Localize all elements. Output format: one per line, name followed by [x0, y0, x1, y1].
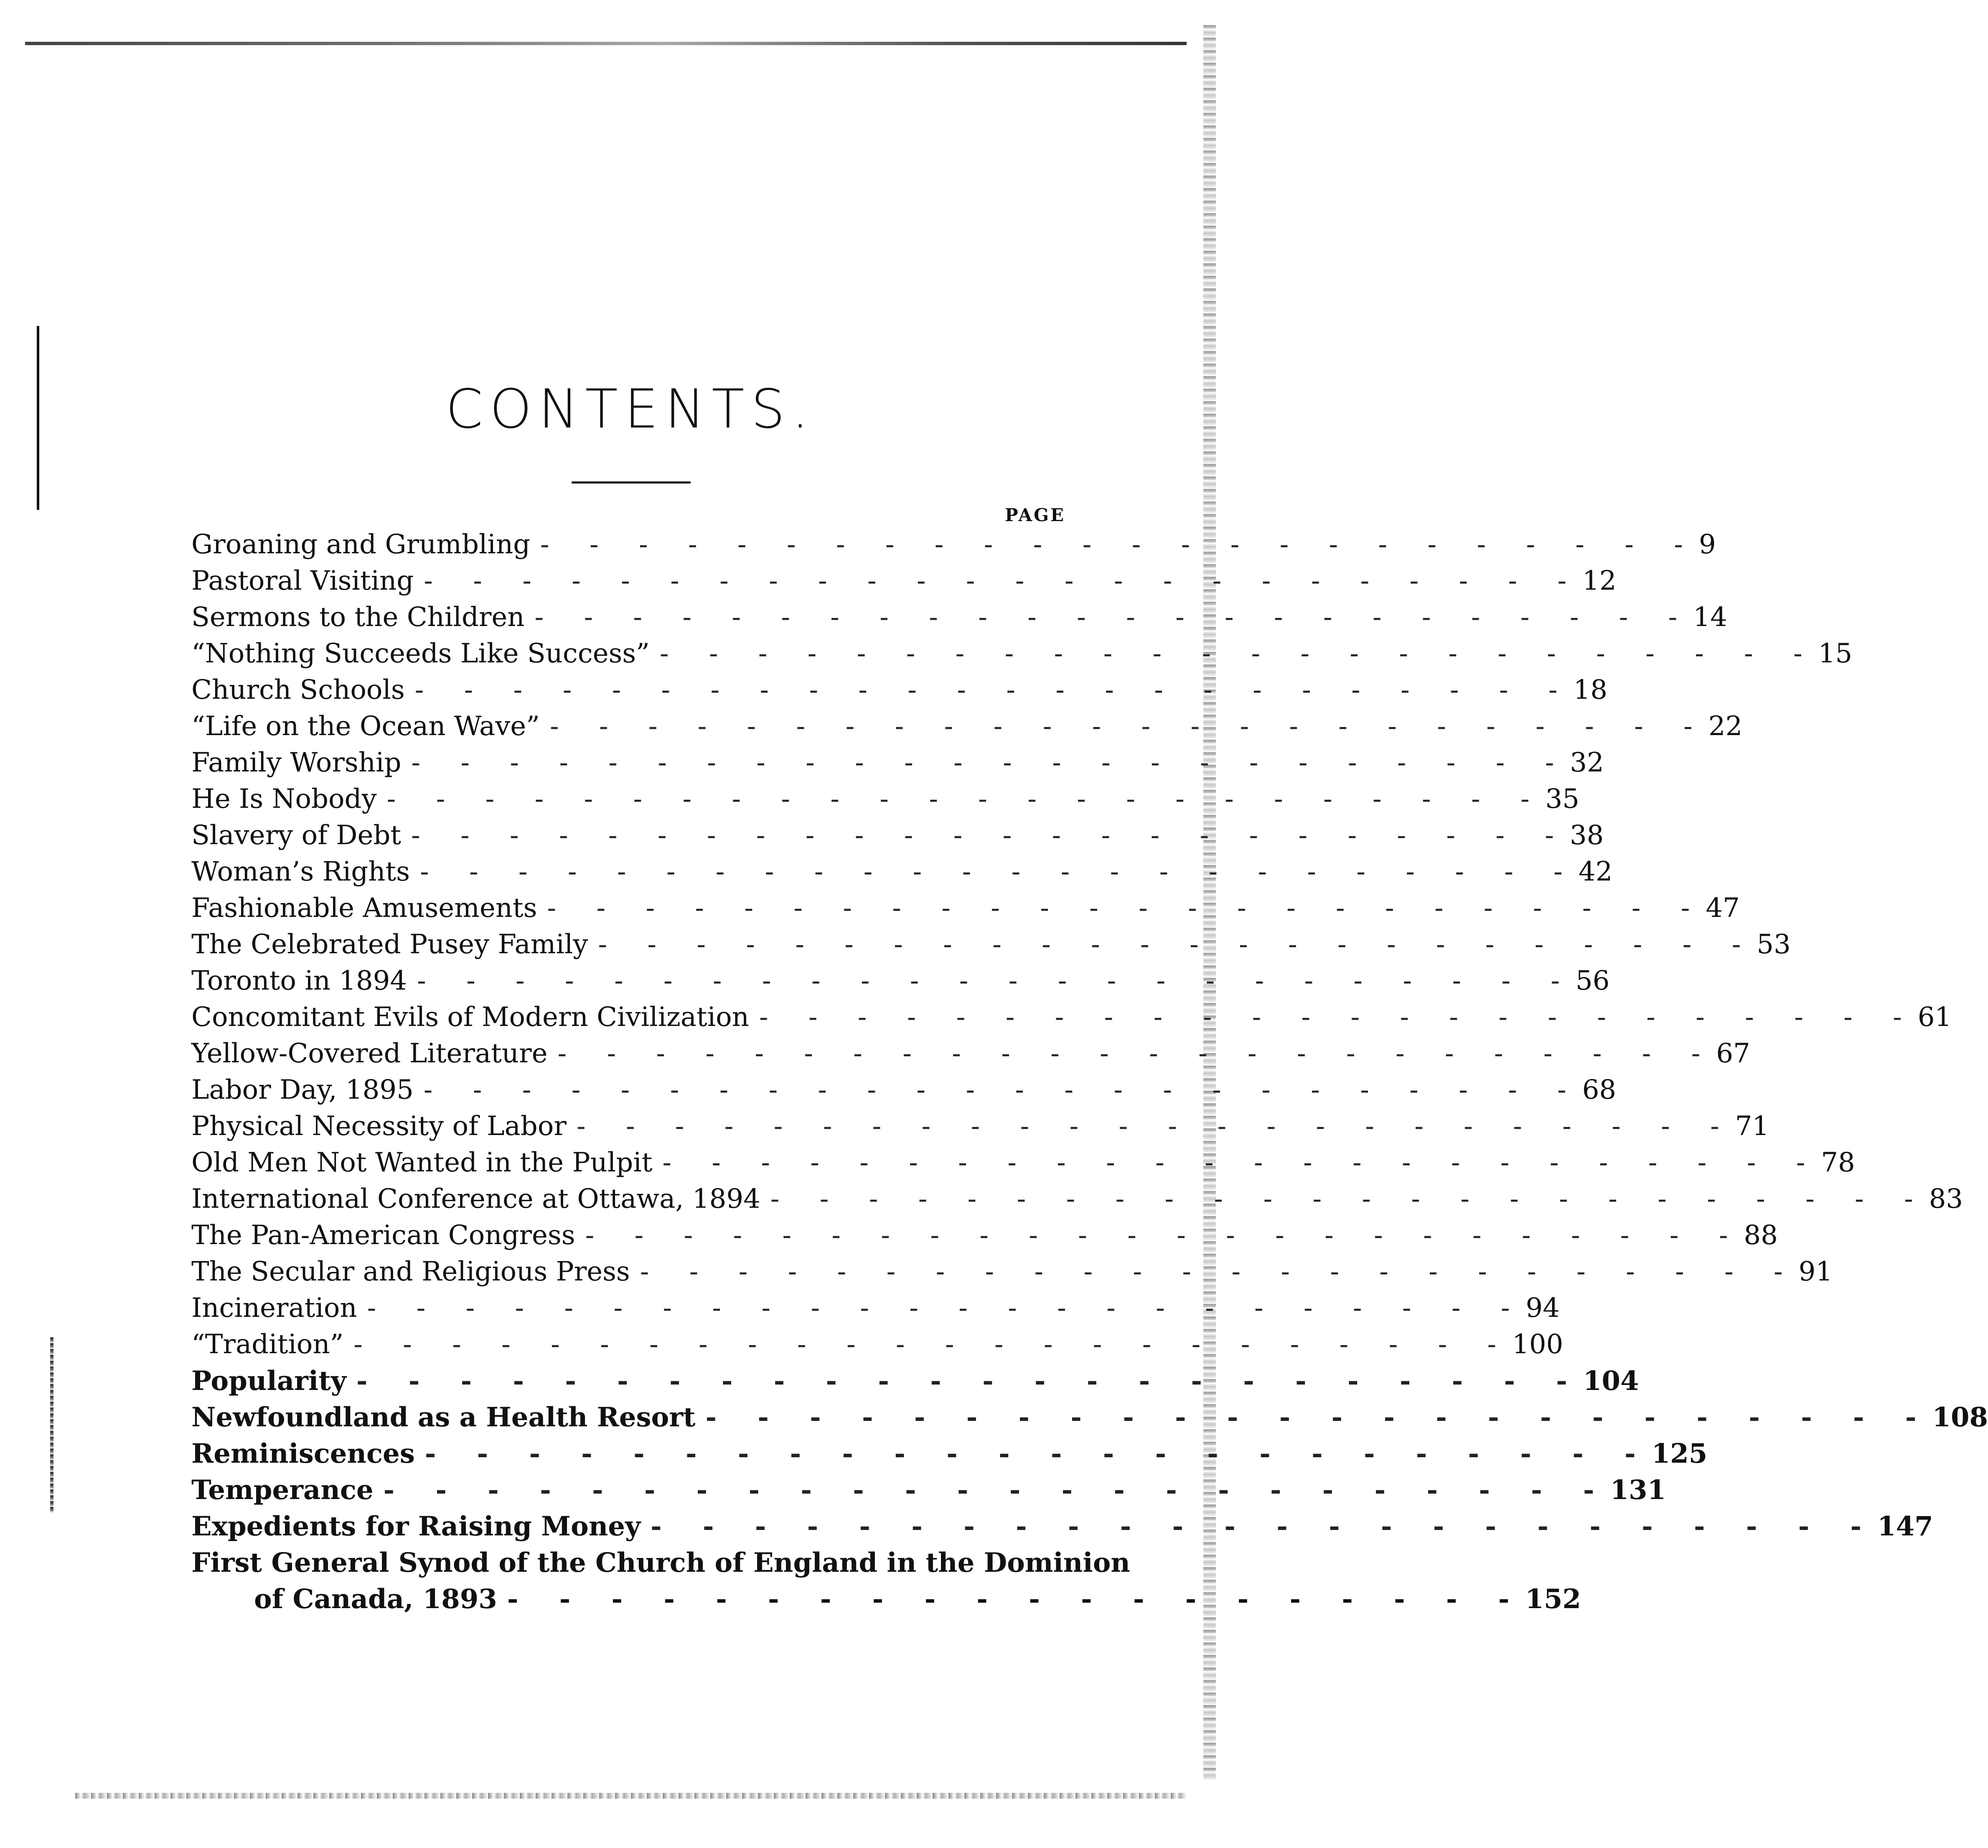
dot-leader: - - - - - - - - - - - - - - - - - - - - - - - -	[386, 784, 1546, 815]
toc-entry-page: 22	[1708, 711, 1743, 742]
toc-entry[interactable]	[191, 1326, 1563, 1363]
toc-entry-title: Fashionable Amusements	[191, 893, 537, 924]
toc-entry-title: Yellow-Covered Literature	[191, 1038, 548, 1069]
dot-leader: - - - - - - - - - - - - - - - - - - - - - - - -	[534, 602, 1693, 633]
toc-entry-title: Sermons to the Children	[191, 602, 525, 633]
toc-entry-title: Popularity	[191, 1365, 346, 1397]
dot-leader: - - - - - - - - - - - - - - - - - - - - - - - -	[411, 747, 1570, 778]
toc-entries	[191, 527, 1988, 1545]
table-of-contents	[191, 527, 1988, 1617]
toc-entry-title: Reminiscences	[191, 1438, 415, 1469]
toc-entry-page: 15	[1818, 638, 1853, 669]
toc-entry-title-continued: of Canada, 1893	[254, 1583, 497, 1615]
dot-leader: - - - - - - - - - - - - - - - - - - - - - - - -	[417, 965, 1576, 996]
toc-entry-title: Temperance	[191, 1474, 374, 1506]
toc-entry-page: 38	[1569, 820, 1604, 851]
toc-entry[interactable]	[191, 927, 1791, 963]
toc-entry[interactable]	[191, 781, 1579, 817]
toc-entry[interactable]	[191, 527, 1716, 563]
toc-entry-page: 53	[1757, 929, 1791, 960]
dot-leader: - - - - - - - - - - - - - - - - - - - - - - - -	[383, 1474, 1610, 1506]
toc-entry-page: 125	[1651, 1438, 1708, 1469]
toc-entry-last[interactable]	[191, 1545, 1130, 1581]
dot-leader: - - - - - - - - - - - - - - - - - - - - - - - -	[651, 1511, 1878, 1542]
dot-leader: - - - - - - - - - - - - - - - - - - - - - - - -	[414, 675, 1574, 705]
dot-leader: - - - - - - - - - - - - - - - - - - - - - - - -	[770, 1184, 1929, 1214]
toc-entry[interactable]	[191, 963, 1610, 999]
toc-entry[interactable]	[191, 1363, 1639, 1399]
toc-entry-page: 35	[1545, 784, 1579, 815]
dot-leader: - - - - - - - - - - - - - - - - - - - - - - - -	[585, 1220, 1744, 1251]
toc-entry[interactable]	[191, 1036, 1750, 1072]
dot-leader: - - - - - - - - - - - - - - - - - - - - - - - -	[547, 893, 1706, 924]
toc-entry-page: 68	[1582, 1074, 1617, 1105]
toc-entry-page: 108	[1932, 1402, 1988, 1433]
toc-entry-page: 47	[1706, 893, 1740, 924]
toc-entry-title: He Is Nobody	[191, 784, 377, 815]
toc-entry-page: 78	[1821, 1147, 1855, 1178]
toc-entry[interactable]	[191, 1181, 1963, 1217]
toc-entry-page: 56	[1576, 965, 1610, 996]
toc-entry[interactable]	[191, 1072, 1617, 1108]
toc-entry-title: The Pan-American Congress	[191, 1220, 575, 1251]
toc-entry[interactable]	[191, 1254, 1833, 1290]
dot-leader: - - - - - - - - - - - - - - - - - - - - - - - -	[356, 1365, 1583, 1397]
dot-leader: - - - - - - - - - - - - - - - - - - - - - - - -	[540, 529, 1699, 560]
page-edge-top	[25, 42, 1187, 45]
toc-entry-page: 147	[1877, 1511, 1933, 1542]
toc-entry-page: 32	[1570, 747, 1604, 778]
toc-entry-page: 12	[1582, 565, 1617, 596]
dot-leader: - - - - - - - - - - - - - - - - - - - - - - - -	[367, 1293, 1526, 1324]
toc-entry-title: Church Schools	[191, 675, 405, 705]
toc-entry-page: 61	[1917, 1002, 1952, 1033]
page-mark-left-lower	[50, 1337, 53, 1513]
toc-entry[interactable]	[191, 1108, 1769, 1145]
toc-entry-title: “Life on the Ocean Wave”	[191, 711, 540, 742]
toc-entry[interactable]	[191, 1399, 1988, 1436]
dot-leader: - - - - - - - - - - - - - - - - - - - - - - - -	[353, 1329, 1513, 1360]
toc-entry[interactable]	[191, 1145, 1855, 1181]
toc-entry[interactable]	[191, 1508, 1933, 1545]
toc-entry-page: 88	[1744, 1220, 1778, 1251]
toc-entry-page: 94	[1525, 1293, 1560, 1324]
dot-leader: - - - - - - - - - - - - - - - - - - - - - - - -	[423, 1074, 1582, 1105]
dot-leader: - - - - - - - - - - - - - - - - - - - - - - - -	[598, 929, 1757, 960]
dot-leader: - - - - - - - - - - - - - - - - - - - - - - - -	[659, 638, 1818, 669]
toc-entry-title: Slavery of Debt	[191, 820, 402, 851]
toc-entry-page: 91	[1798, 1256, 1833, 1287]
dot-leader: - - - - - - - - - - - - - - - - - - - - - - - -	[549, 711, 1708, 742]
toc-entry[interactable]	[191, 599, 1727, 636]
toc-entry-page: 71	[1735, 1111, 1769, 1142]
dot-leader: - - - - - - - - - - - - - - - - - - - - - - - -	[425, 1438, 1652, 1469]
dot-leader: - - - - - - - - - - - - - - - - - - - - - - - -	[640, 1256, 1799, 1287]
toc-entry[interactable]	[191, 708, 1743, 745]
toc-entry-title: Old Men Not Wanted in the Pulpit	[191, 1147, 653, 1178]
dot-leader: - - - - - - - - - - - - - - - - - - - - - - - -	[419, 856, 1579, 887]
toc-entry[interactable]	[191, 672, 1608, 708]
dot-leader: - - - - - - - - - - - - - - - - - - - - - - - -	[662, 1147, 1821, 1178]
toc-entry-title: Incineration	[191, 1293, 357, 1324]
toc-entry[interactable]	[191, 563, 1617, 599]
toc-entry-title: Labor Day, 1895	[191, 1074, 414, 1105]
toc-entry-title: The Secular and Religious Press	[191, 1256, 630, 1287]
toc-entry-page: 42	[1578, 856, 1613, 887]
toc-entry-title: Woman’s Rights	[191, 856, 410, 887]
page-title: CONTENTS.	[445, 378, 816, 440]
toc-entry-title: “Nothing Succeeds Like Success”	[191, 638, 650, 669]
toc-entry[interactable]	[191, 745, 1604, 781]
toc-entry-page: 104	[1583, 1365, 1639, 1397]
toc-entry-page: 83	[1929, 1184, 1963, 1214]
toc-entry[interactable]	[191, 999, 1952, 1036]
toc-entry[interactable]	[191, 1436, 1708, 1472]
toc-entry[interactable]	[191, 636, 1853, 672]
toc-entry-title: Expedients for Raising Money	[191, 1511, 641, 1542]
toc-entry[interactable]	[191, 1472, 1666, 1508]
toc-entry-title: Toronto in 1894	[191, 965, 407, 996]
dot-leader: - - - - - - - - - - - - - - - - - - - - - - - -	[759, 1002, 1918, 1033]
toc-entry[interactable]	[191, 890, 1740, 927]
dot-leader: - - - - - - - - - - - - - - - - - - - - - - - -	[576, 1111, 1735, 1142]
title-rule	[572, 481, 691, 484]
toc-entry-page: 100	[1512, 1329, 1563, 1360]
toc-entry-page: 18	[1573, 675, 1608, 705]
toc-entry[interactable]	[191, 854, 1613, 890]
dot-leader: - - - - - - - - - - - - - - - - - - - -	[507, 1583, 1525, 1615]
toc-entry-page: 14	[1693, 602, 1727, 633]
page-edge-bottom	[75, 1793, 1187, 1799]
toc-entry-title: The Celebrated Pusey Family	[191, 929, 588, 960]
toc-entry-title: Newfoundland as a Health Resort	[191, 1402, 696, 1433]
toc-entry-title: “Tradition”	[191, 1329, 344, 1360]
toc-entry-page: 9	[1698, 529, 1716, 560]
toc-entry-title: Physical Necessity of Labor	[191, 1111, 567, 1142]
dot-leader: - - - - - - - - - - - - - - - - - - - - - - - -	[424, 565, 1583, 596]
toc-entry-page: 152	[1525, 1583, 1581, 1615]
dot-leader: - - - - - - - - - - - - - - - - - - - - - - - -	[557, 1038, 1716, 1069]
toc-entry-page: 131	[1610, 1474, 1666, 1506]
dot-leader: - - - - - - - - - - - - - - - - - - - - - - - -	[705, 1402, 1932, 1433]
toc-entry-title: Groaning and Grumbling	[191, 529, 531, 560]
page-column-label: PAGE	[1005, 505, 1065, 525]
toc-entry[interactable]	[191, 817, 1604, 854]
toc-entry[interactable]	[191, 1290, 1560, 1326]
toc-entry[interactable]	[191, 1217, 1778, 1254]
toc-entry-last-continuation[interactable]	[191, 1581, 1581, 1617]
toc-entry-page: 67	[1716, 1038, 1750, 1069]
toc-entry-title: Family Worship	[191, 747, 402, 778]
toc-entry-title: International Conference at Ottawa, 1894	[191, 1184, 760, 1214]
toc-entry-title: Pastoral Visiting	[191, 565, 414, 596]
toc-entry-title: First General Synod of the Church of England in the Dominion	[191, 1547, 1130, 1578]
dot-leader: - - - - - - - - - - - - - - - - - - - - - - - -	[411, 820, 1570, 851]
toc-entry-title: Concomitant Evils of Modern Civilization	[191, 1002, 749, 1033]
